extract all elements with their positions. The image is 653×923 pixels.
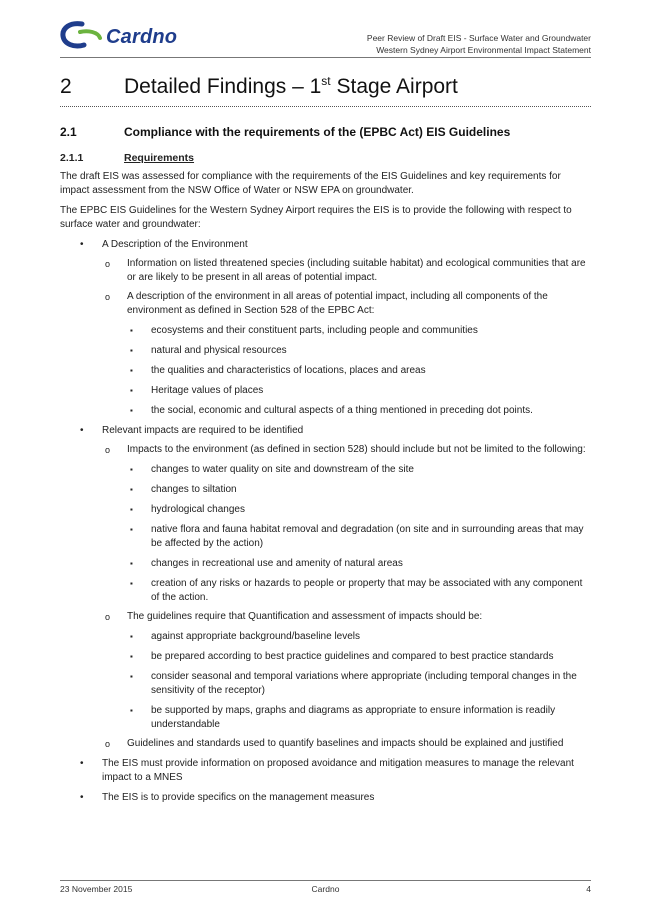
footer-divider <box>60 880 591 881</box>
square-marker: ▪ <box>130 465 133 474</box>
section-number: 2.1 <box>60 125 77 139</box>
list-item <box>60 791 591 805</box>
bullet-marker: • <box>80 239 84 250</box>
requirements-list <box>60 238 591 805</box>
subsection-title: Requirements <box>124 152 195 164</box>
square-marker: ▪ <box>130 672 133 681</box>
square-marker: ▪ <box>130 579 133 588</box>
sub-list-item-text: Impacts to the environment (as defined in section 528) should include but not be limited to the following: <box>127 444 586 455</box>
sub-sub-list-item <box>127 404 591 418</box>
sub-sub-list-item-text: ecosystems and their constituent parts, including people and communities <box>151 325 478 336</box>
document-header <box>367 32 591 56</box>
sub-sub-list-item-text: natural and physical resources <box>151 345 287 356</box>
sub-sub-list-item <box>127 344 591 358</box>
circle-marker: o <box>105 445 111 455</box>
sub-sub-list-item-text: against appropriate background/baseline levels <box>151 631 361 642</box>
sub-sub-list-item-text: hydrological changes <box>151 504 245 515</box>
sub-sub-list-item <box>127 704 591 732</box>
list-item <box>60 238 591 418</box>
sub-sub-list-item <box>127 483 591 497</box>
sub-sub-list-item <box>127 324 591 338</box>
chapter-title-sup: st <box>321 74 331 88</box>
circle-marker: o <box>105 612 111 622</box>
chapter-title <box>124 74 458 99</box>
sub-sub-list-item <box>127 463 591 477</box>
sub-list-item <box>102 257 591 285</box>
sub-sub-list-item <box>127 577 591 605</box>
square-marker: ▪ <box>130 346 133 355</box>
circle-marker: o <box>105 292 111 302</box>
square-marker: ▪ <box>130 559 133 568</box>
sub-sub-list-item-text: the qualities and characteristics of locations, places and areas <box>151 365 426 376</box>
sub-sub-list-item-text: changes to siltation <box>151 484 237 495</box>
list-item <box>60 424 591 751</box>
list-item-text: Relevant impacts are required to be identified <box>102 425 304 436</box>
sub-sub-list-item-text: be prepared according to best practice guidelines and compared to best practice standards <box>151 651 554 662</box>
cardno-logo <box>60 20 220 50</box>
list-item-text: The EIS is to provide specifics on the management measures <box>102 792 375 803</box>
square-marker: ▪ <box>130 406 133 415</box>
sub-sub-list-item <box>127 650 591 664</box>
section-title: Compliance with the requirements of the (EPBC Act) EIS Guidelines <box>124 125 511 139</box>
subsection-number: 2.1.1 <box>60 152 84 164</box>
circle-marker: o <box>105 259 111 269</box>
sub-sub-list <box>127 630 591 732</box>
square-marker: ▪ <box>130 632 133 641</box>
footer-company: Cardno <box>311 884 340 894</box>
header-divider <box>60 57 591 58</box>
sub-sub-list-item-text: native flora and fauna habitat removal and degradation (on site and in surrounding areas that may be affected by the action) <box>151 524 584 549</box>
square-marker: ▪ <box>130 326 133 335</box>
chapter-heading <box>60 74 591 104</box>
sub-sub-list-item <box>127 364 591 378</box>
bullet-marker: • <box>80 425 84 436</box>
square-marker: ▪ <box>130 386 133 395</box>
sub-sub-list-item <box>127 557 591 571</box>
square-marker: ▪ <box>130 706 133 715</box>
sub-sub-list <box>127 324 591 418</box>
sub-sub-list-item-text: the social, economic and cultural aspects of a thing mentioned in preceding dot points. <box>151 405 533 416</box>
sub-list-item-text: Information on listed threatened species (including suitable habitat) and ecological communities that are or are likely to be present in all areas of potential impact. <box>127 258 586 283</box>
square-marker: ▪ <box>130 505 133 514</box>
sub-list-item <box>102 737 591 751</box>
cardno-swoosh-icon <box>60 20 104 50</box>
list-item-text: The EIS must provide information on proposed avoidance and mitigation measures to manage the relevant impact to a MNES <box>102 758 574 783</box>
square-marker: ▪ <box>130 652 133 661</box>
section-heading <box>60 125 591 139</box>
square-marker: ▪ <box>130 485 133 494</box>
square-marker: ▪ <box>130 525 133 534</box>
header-title-line2: Western Sydney Airport Environmental Impact Statement <box>376 45 591 55</box>
requirements-paragraph: The EPBC EIS Guidelines for the Western Sydney Airport requires the EIS is to provide the following with respect to surface water and groundwater: <box>60 205 572 230</box>
chapter-divider <box>60 106 591 107</box>
sub-sub-list-item <box>127 523 591 551</box>
sub-sub-list <box>127 463 591 605</box>
bullet-marker: • <box>80 758 84 769</box>
intro-paragraph: The draft EIS was assessed for compliance with the requirements of the EIS Guidelines and key requirements for impact assessment from the NSW Office of Water or NSW EPA on groundwater. <box>60 171 561 196</box>
bullet-marker: • <box>80 792 84 803</box>
sub-sub-list-item-text: consider seasonal and temporal variations where appropriate (including temporal changes in the sensitivity of the receptor) <box>151 671 577 696</box>
circle-marker: o <box>105 739 111 749</box>
sub-sub-list-item <box>127 630 591 644</box>
sub-list-item-text: The guidelines require that Quantification and assessment of impacts should be: <box>127 611 483 622</box>
sub-list <box>102 257 591 418</box>
footer-date: 23 November 2015 <box>60 884 133 894</box>
chapter-number: 2 <box>60 75 72 98</box>
sub-sub-list-item-text: creation of any risks or hazards to people or property that may be associated with any component of the action. <box>151 578 583 603</box>
sub-sub-list-item-text: be supported by maps, graphs and diagrams as appropriate to ensure information is readily understandable <box>151 705 556 730</box>
sub-sub-list-item <box>127 384 591 398</box>
sub-list-item <box>102 610 591 732</box>
sub-sub-list-item <box>127 670 591 698</box>
header-title-line1: Peer Review of Draft EIS - Surface Water and Groundwater <box>366 33 591 43</box>
sub-list-item <box>102 443 591 605</box>
sub-list <box>102 443 591 751</box>
chapter-title-main: Detailed Findings – 1 <box>124 75 322 98</box>
sub-list-item <box>102 290 591 418</box>
sub-sub-list-item-text: changes in recreational use and amenity of natural areas <box>151 558 403 569</box>
list-item <box>60 757 591 785</box>
subsection-heading <box>60 152 591 164</box>
square-marker: ▪ <box>130 366 133 375</box>
chapter-title-end: Stage Airport <box>330 75 458 98</box>
sub-list-item-text: A description of the environment in all areas of potential impact, including all components of the environment as defined in Section 528 of the EPBC Act: <box>127 291 548 316</box>
logo-text: Cardno <box>106 26 178 48</box>
sub-sub-list-item-text: changes to water quality on site and downstream of the site <box>151 464 414 475</box>
page-content <box>60 74 591 805</box>
list-item-text: A Description of the Environment <box>102 239 248 250</box>
sub-sub-list-item <box>127 503 591 517</box>
sub-list-item-text: Guidelines and standards used to quantify baselines and impacts should be explained and justified <box>127 738 564 749</box>
footer-page-number: 4 <box>586 884 591 894</box>
page-footer <box>60 884 591 896</box>
sub-sub-list-item-text: Heritage values of places <box>151 385 264 396</box>
